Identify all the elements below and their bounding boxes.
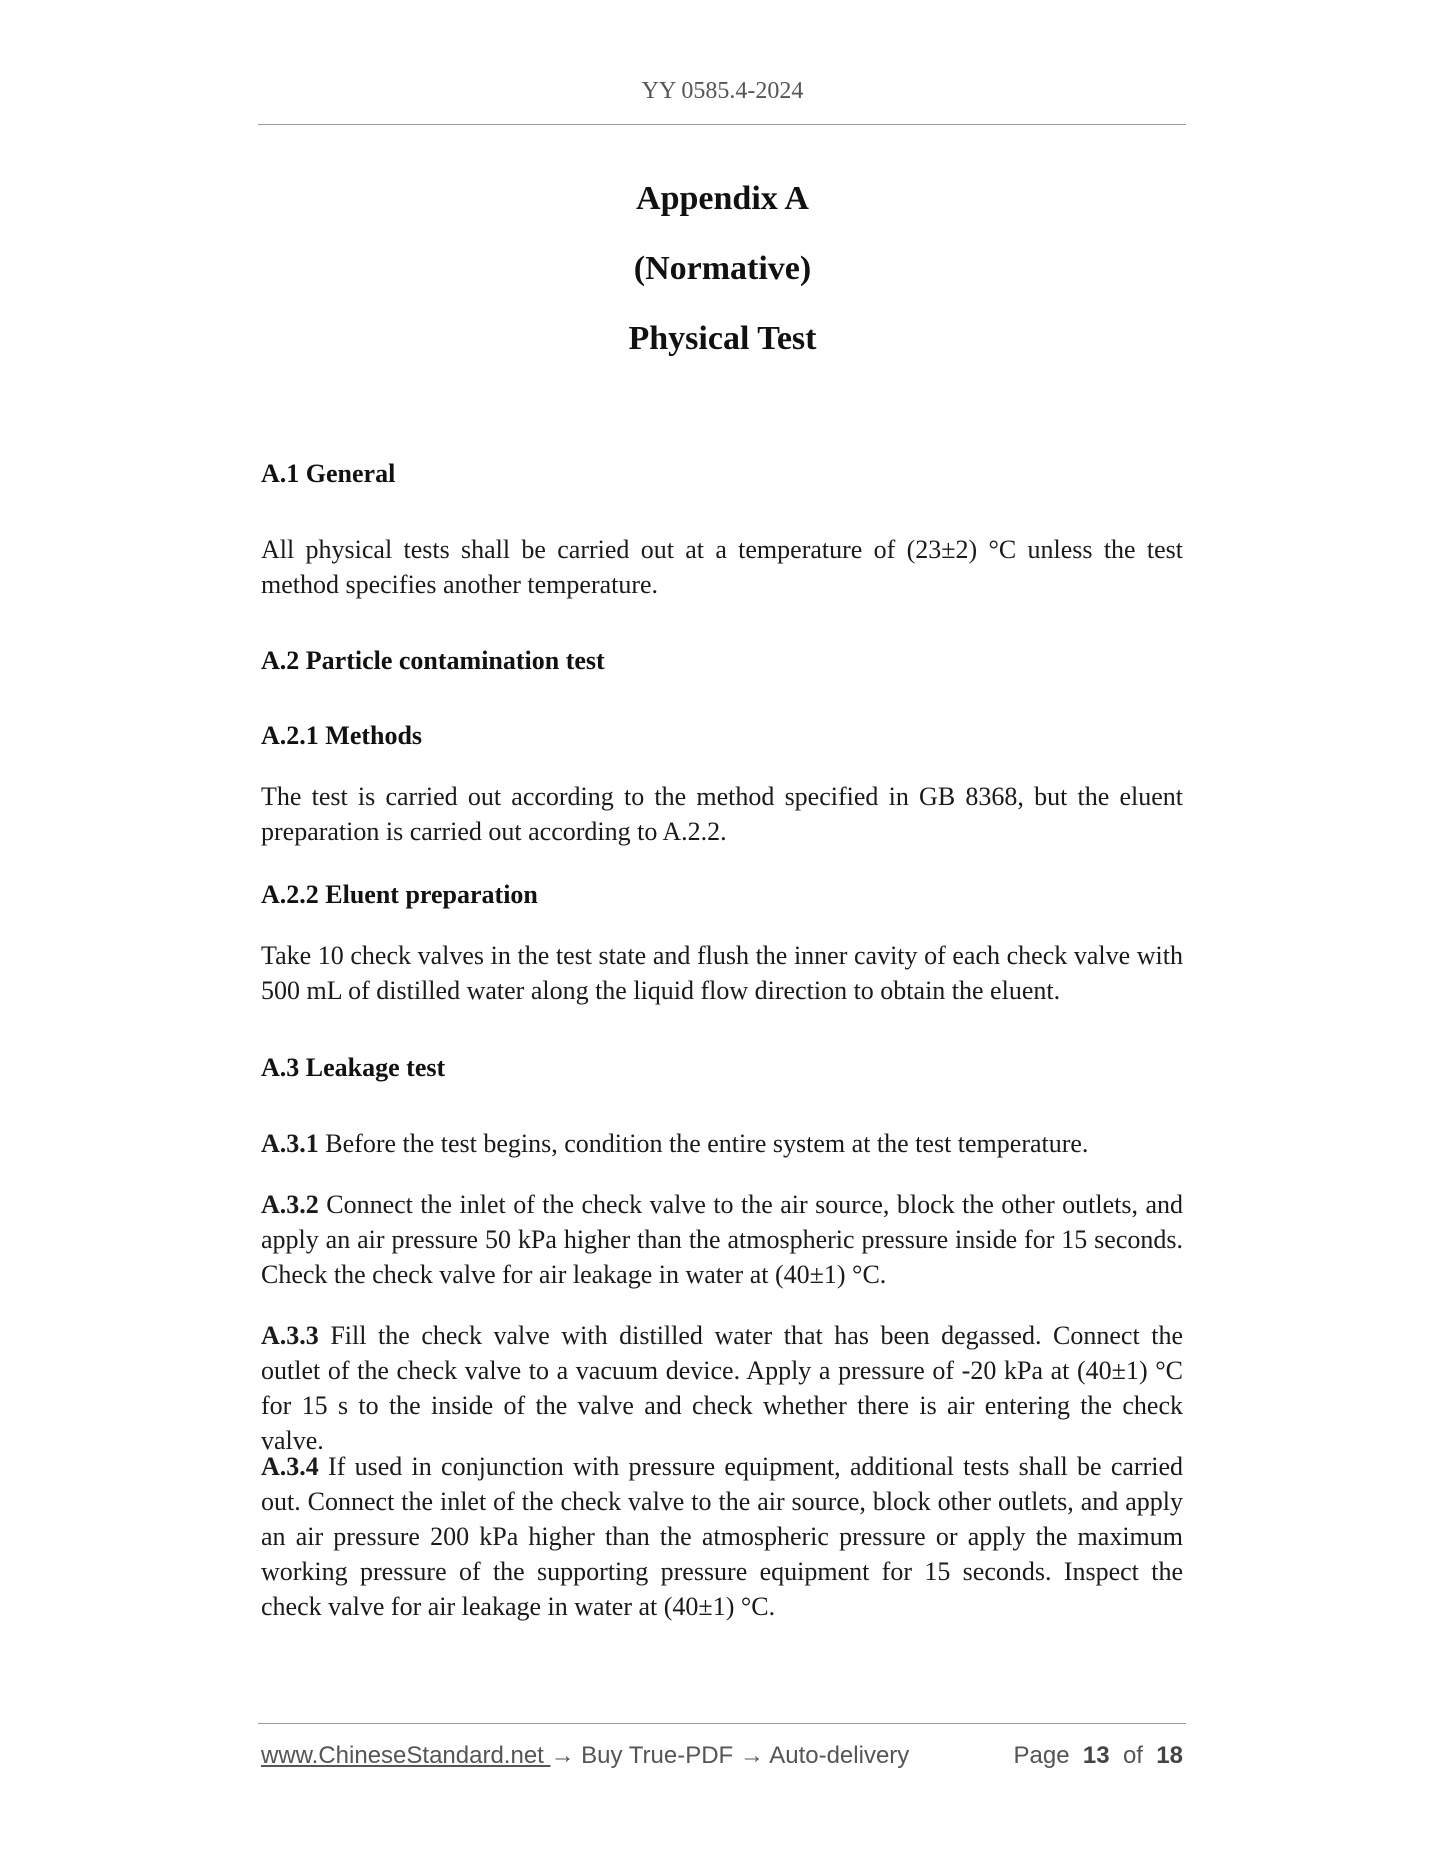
section-a34-text: If used in conjunction with pressure equipment, additional tests shall be carried out. Connect the inlet of the check valve to the air source, block other outlets, and apply an air pressure 200 kPa higher than the atmospheric pressure or apply the maximum working pressure of the supporting pressure equipment for 15 seconds. Inspect the check valve for air leakage in water at (40±1) °C. (261, 1452, 1183, 1621)
header-rule (258, 124, 1186, 125)
section-a31-text: Before the test begins, condition the entire system at the test temperature. (318, 1129, 1089, 1158)
page-total: 18 (1156, 1742, 1183, 1769)
section-a21-heading: A.2.1 Methods (261, 721, 423, 750)
page-word: Page (1013, 1742, 1070, 1769)
document-code: YY 0585.4-2024 (641, 78, 804, 104)
section-a1-text: All physical tests shall be carried out at a temperature of (23±2) °C unless the test method specifies another temperature. (261, 535, 1183, 599)
website-link[interactable]: www.ChineseStandard.net (261, 1742, 551, 1769)
section-a22-text: Take 10 check valves in the test state and flush the inner cavity of each check valve with 500 mL of distilled water along the liquid flow direction to obtain the eluent. (261, 941, 1183, 1005)
footer-promo (261, 1742, 909, 1770)
section-a3-heading: A.3 Leakage test (261, 1053, 446, 1082)
section-a22-heading: A.2.2 Eluent preparation (261, 880, 538, 909)
section-a1-heading: A.1 General (261, 459, 396, 488)
section-a34 (261, 1449, 1183, 1624)
appendix-subject: Physical Test (628, 320, 817, 357)
section-a32-text: Connect the inlet of the check valve to the air source, block the other outlets, and apply an air pressure 50 kPa higher than the atmospheric pressure inside for 15 seconds. Check the check valve for air leakage in water at (40±1) °C. (261, 1190, 1183, 1289)
footer-rule (258, 1723, 1186, 1724)
arrow-right-icon: → (550, 1742, 575, 1769)
appendix-title: Appendix A (636, 180, 809, 217)
section-a32-label: A.3.2 (261, 1190, 319, 1219)
arrow-right-icon: → (739, 1742, 764, 1769)
section-a34-label: A.3.4 (261, 1452, 319, 1481)
buy-pdf-text: Buy True-PDF (574, 1742, 740, 1769)
section-a33-text: Fill the check valve with distilled water that has been degassed. Connect the outlet of the check valve to a vacuum device. Apply a pressure of -20 kPa at (40±1) °C for 15 s to the inside of the valve and check whether there is air entering the check valve. (261, 1321, 1183, 1455)
page-number: 13 (1082, 1742, 1110, 1769)
appendix-type: (Normative) (633, 250, 812, 287)
section-a2-heading: A.2 Particle contamination test (261, 646, 605, 675)
section-a32 (261, 1187, 1183, 1292)
page-indicator (1013, 1742, 1183, 1770)
section-a31 (261, 1126, 1183, 1161)
section-a33 (261, 1318, 1183, 1458)
section-a33-label: A.3.3 (261, 1321, 319, 1350)
auto-delivery-text: Auto-delivery (763, 1742, 910, 1769)
of-word: of (1122, 1742, 1143, 1769)
section-a31-label: A.3.1 (261, 1129, 319, 1158)
section-a21-text: The test is carried out according to the method specified in GB 8368, but the eluent preparation is carried out according to A.2.2. (261, 782, 1183, 846)
